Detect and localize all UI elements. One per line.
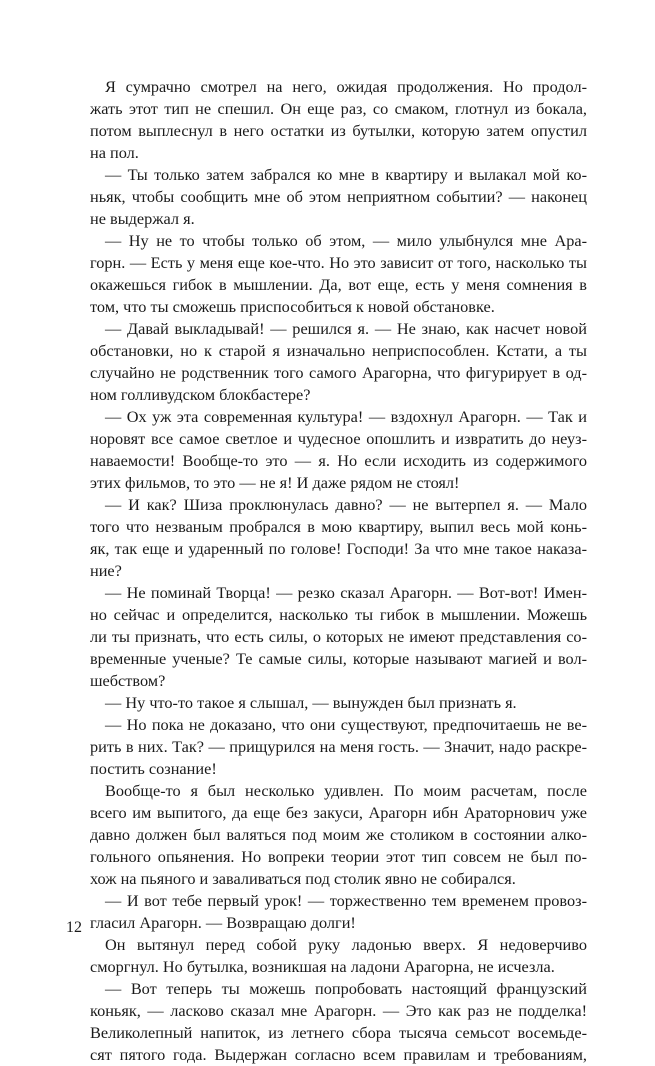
text-line: окажешься гибок в мышлении. Да, вот еще, есть у меня сомнения в [90,275,587,294]
text-line: обстановки, но к старой я изначально неприспособлен. Кстати, а ты [90,341,587,360]
text-line: наваемости! Вообще-то это — я. Но если исходить из содержимого [90,451,587,470]
body-text [90,76,587,1066]
text-line: ли ты признать, что есть силы, о которых не имеют представления со- [90,627,587,646]
text-line: — Ох уж эта современная культура! — вздохнул Арагорн. — Так и [105,407,587,426]
text-line: том, что ты сможешь приспособиться к новой обстановке. [90,297,495,316]
text-line: сят пятого года. Выдержан согласно всем правилам и требованиям, [90,1045,587,1064]
text-line: — Не поминай Творца! — резко сказал Арагорн. — Вот-вот! Имен- [105,583,587,602]
text-line: ние? [90,561,122,580]
text-line: норовят все самое светлое и чудесное опошлить и извратить до неуз- [90,429,587,448]
text-line: ном голливудском блокбастере? [90,385,311,404]
text-line: сморгнул. Но бутылка, возникшая на ладони Арагорна, не исчезла. [90,957,555,976]
text-line: — Ты только затем забрался ко мне в квартиру и вылакал мой ко- [105,165,587,184]
text-line: хож на пьяного и заваливаться под столик явно не собирался. [90,869,516,888]
text-line: Я сумрачно смотрел на него, ожидая продолжения. Но продол- [105,77,587,96]
text-line: Он вытянул перед собой руку ладонью вверх. Я недоверчиво [105,935,587,954]
text-line: потом выплеснул в него остатки из бутылки, которую затем опустил [90,121,587,140]
text-line: Вообще-то я был несколько удивлен. По моим расчетам, после [105,781,587,800]
text-line: ньяк, чтобы сообщить мне об этом неприятном событии? — наконец [90,187,587,206]
text-line: случайно не родственник того самого Арагорна, что фигурирует в од- [90,363,587,382]
page-number: 12 [66,919,82,936]
text-line: рить в них. Так? — прищурился на меня гость. — Значит, надо раскре- [90,737,587,756]
text-line: — Давай выкладывай! — решился я. — Не знаю, как насчет новой [105,319,587,338]
text-line: шебством? [90,671,166,690]
text-line: — Но пока не доказано, что они существуют, предпочитаешь не ве- [105,715,587,734]
text-line: як, так еще и ударенный по голове! Господи! За что мне такое наказа- [90,539,587,558]
text-line: того что незваным пробрался в мою квартиру, выпил весь мой конь- [90,517,587,536]
text-line: временные ученые? Те самые силы, которые называют магией и вол- [90,649,587,668]
text-line: гласил Арагорн. — Возвращаю долги! [90,913,356,932]
text-line: — Ну не то чтобы только об этом, — мило улыбнулся мне Ара- [105,231,587,250]
text-line: на пол. [90,143,139,162]
text-line: гольного опьянения. Но вопреки теории этот тип совсем не был по- [90,847,587,866]
text-line: этих фильмов, то это — не я! И даже рядом не стоял! [90,473,460,492]
text-line: не выдержал я. [90,209,195,228]
text-line: — И вот тебе первый урок! — торжественно тем временем провоз- [105,891,587,910]
text-line: коньяк, — ласково сказал мне Арагорн. — Это как раз не подделка! [90,1001,587,1020]
text-line: давно должен был валяться под моим же столиком в состоянии алко- [90,825,587,844]
text-line: всего им выпитого, да еще без закуси, Арагорн ибн Араторнович уже [90,803,587,822]
text-line: постить сознание! [90,759,217,778]
text-line: Великолепный напиток, из летнего сбора тысяча семьсот восемьде- [90,1023,587,1042]
text-line: жать этот тип не спешил. Он еще раз, со смаком, глотнул из бокала, [90,99,587,118]
text-line: горн. — Есть у меня еще кое-что. Но это зависит от того, насколько ты [90,253,587,272]
text-line: — Вот теперь ты можешь попробовать настоящий французский [105,979,587,998]
text-line: но сейчас и определится, насколько ты гибок в мышлении. Можешь [90,605,587,624]
text-line: — Ну что-то такое я слышал, — вынужден был признать я. [105,693,517,712]
text-line: — И как? Шиза проклюнулась давно? — не вытерпел я. — Мало [105,495,587,514]
